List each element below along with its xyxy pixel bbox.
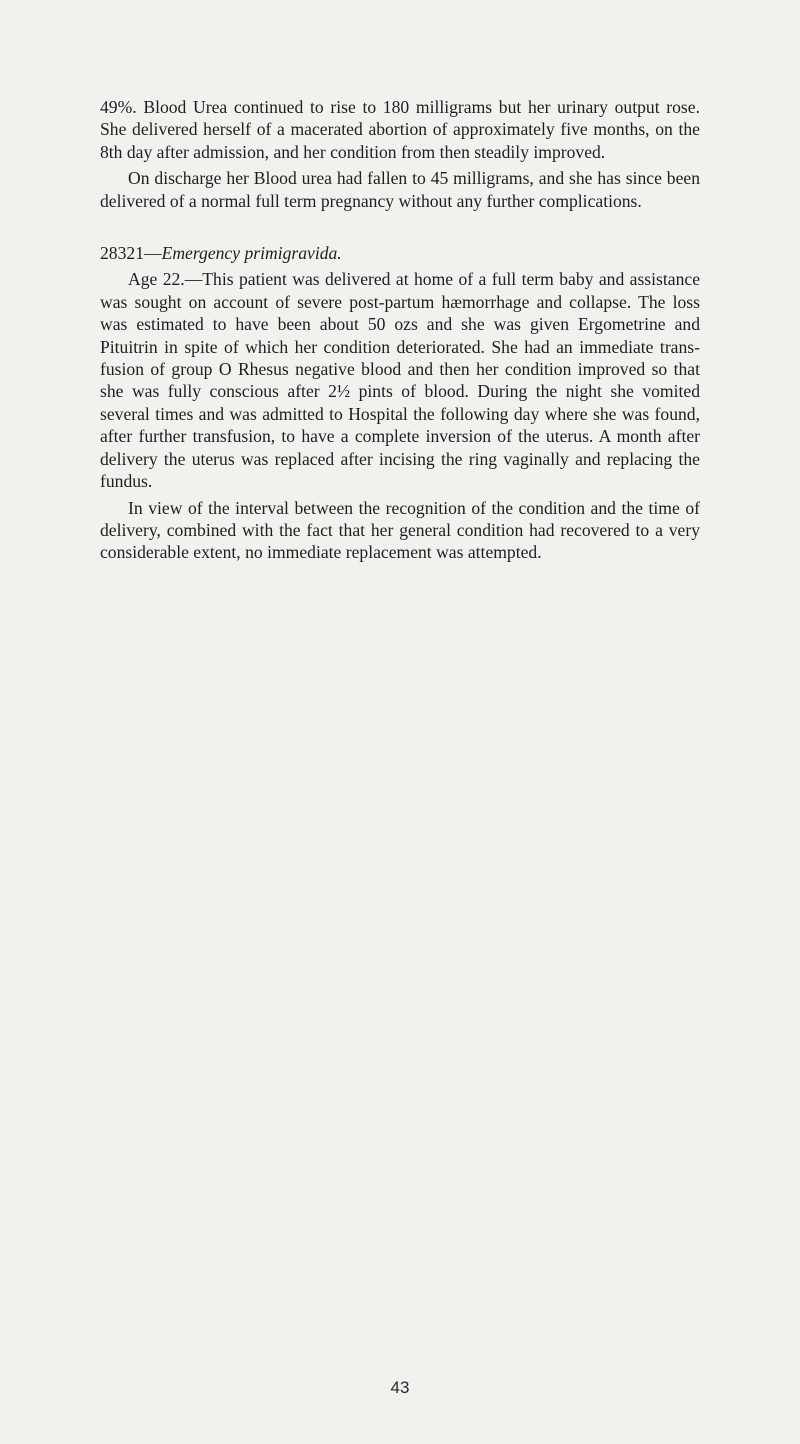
case-title: Emergency primigravida. <box>161 243 342 264</box>
paragraph-case-history: Age 22.—This patient was delivered at home of a full term baby and assistance was sought on account of severe post-partum hæmorrhage and collapse. The loss was estimated to have been about 50 ozs and she was given Ergometrine and Pituitrin in spite of which her condition deteriorated. She had an immediate transfusion of group O Rhesus negative blood and then her condition improved so that she was fully conscious after 2½ pints of blood. During the night she vomited several times and was admitted to Hospital the following day where she was found, after further transfusion, to have a complete inversion of the uterus. A month after delivery the uterus was replaced after incising the ring vaginally and replacing the fundus. <box>100 269 700 492</box>
case-number: 28321 <box>100 243 144 264</box>
case-heading <box>100 242 700 264</box>
paragraph-discharge: On discharge her Blood urea had fallen to 45 milligrams, and she has since been delivered of a normal full term pregnancy without any further complications. <box>100 168 700 211</box>
document-page <box>100 96 700 564</box>
paragraph-blood-urea: 49%. Blood Urea continued to rise to 180 milligrams but her urinary output rose. She delivered herself of a macerated abortion of approximately five months, on the 8th day after admission, and her condition from then steadily improved. <box>100 97 700 162</box>
paragraph-case-conclusion: In view of the interval between the recognition of the condition and the time of delivery, combined with the fact that her general condition had recovered to a very considerable extent, no immediate replacement was attempted. <box>100 497 700 563</box>
page-number: 43 <box>390 1378 410 1397</box>
case-separator: — <box>143 243 162 264</box>
